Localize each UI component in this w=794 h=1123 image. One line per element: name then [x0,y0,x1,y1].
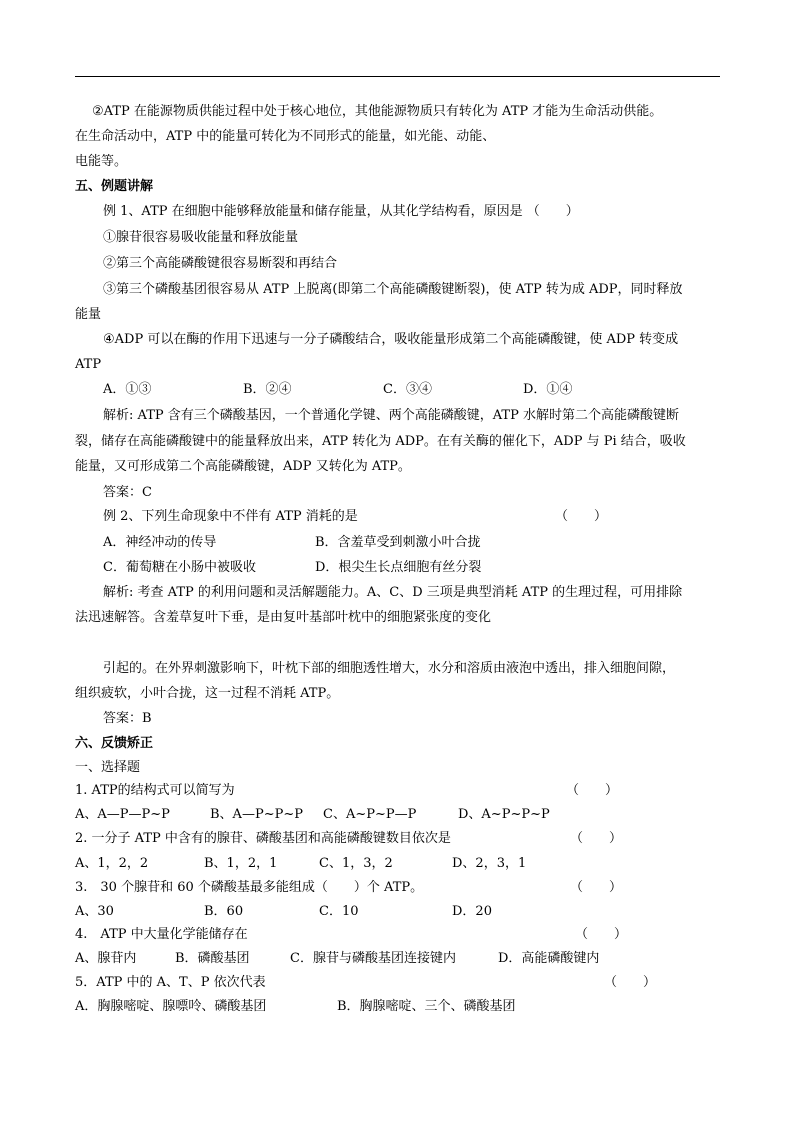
option: D．20 [452,904,492,919]
answer-blank: （ ） [604,975,657,990]
option: A．①③ [103,382,152,397]
question: 1. ATP的结构式可以简写为 [75,783,235,798]
option: B．60 [204,904,244,919]
text-line: ATP [75,357,102,372]
subheading: 一、选择题 [75,760,141,775]
answer: 答案：C [103,485,152,500]
option: B、1，2，1 [204,856,278,871]
header-rule [75,76,720,77]
answer: 答案：B [103,711,152,726]
option: A．神经冲动的传导 [103,535,217,550]
option: C．10 [319,904,359,919]
text-line: 组织疲软，小叶合拢，这一过程不消耗 ATP。 [75,686,340,701]
text-line: 在生命活动中，ATP 中的能量可转化为不同形式的能量，如光能、动能、 [75,129,496,144]
option: B．含羞草受到刺激小叶合拢 [315,535,481,550]
option: D、A~P~P~P [458,807,550,822]
option: B．②④ [243,382,292,397]
option: A、30 [75,904,114,919]
text-line: ③第三个磷酸基团很容易从 ATP 上脱离(即第二个高能磷酸键断裂)，使 ATP 转为成 ADP，同时释放 [103,282,683,297]
option: B、A—P~P~P [210,807,303,822]
question: 5．ATP 中的 A、T、P 依次代表 [75,975,266,990]
answer-blank: （ ） [566,783,619,798]
option: C．腺苷与磷酸基团连接键内 [290,951,456,966]
question: 3. 30 个腺苷和 60 个磷酸基最多能组成（ ）个 ATP。 [75,880,424,895]
option: D．根尖生长点细胞有丝分裂 [315,560,482,575]
text-line: 能量 [75,307,102,322]
option: A、腺苷内 [75,951,137,966]
text-line: 法迅速解答。含羞草复叶下垂，是由复叶基部叶枕中的细胞紧张度的变化 [75,610,492,625]
text-line: 能量，又可形成第二个高能磷酸键，ADP 又转化为 ATP。 [75,459,411,474]
option: D、2，3，1 [452,856,527,871]
option: A．胸腺嘧啶、腺嘌呤、磷酸基团 [75,999,267,1014]
text-line: 解析: 考查 ATP 的利用问题和灵活解题能力。A、C、D 三项是典型消耗 ATP 的生理过程，可用排除 [103,585,683,600]
text-line: 解析: ATP 含有三个磷酸基因，一个普通化学键、两个高能磷酸键，ATP 水解时第二个高能磷酸键断 [103,408,679,423]
text-line: ②第三个高能磷酸键很容易断裂和再结合 [103,256,338,271]
text-line: 例 2、下列生命现象中不伴有 ATP 消耗的是 [103,509,358,524]
option: C、1，3，2 [319,856,393,871]
option: C、A~P~P—P [323,807,417,822]
section-heading: 五、例题讲解 [75,179,154,194]
option: C．葡萄糖在小肠中被吸收 [103,560,256,575]
answer-blank: （ ） [555,509,608,524]
text-line: 电能等。 [75,154,128,169]
question: 2. 一分子 ATP 中含有的腺苷、磷酸基团和高能磷酸键数目依次是 [75,831,451,846]
answer-blank: （ ） [570,880,623,895]
text-line: 引起的。在外界刺激影响下，叶枕下部的细胞透性增大，水分和溶质由液泡中透出，排入细胞间隙， [103,661,676,676]
text-line: ①腺苷很容易吸收能量和释放能量 [103,230,299,245]
option: B．胸腺嘧啶、三个、磷酸基团 [337,999,516,1014]
section-heading: 六、反馈矫正 [75,736,154,751]
option: D．①④ [523,382,573,397]
text-line: ④ADP 可以在酶的作用下迅速与一分子磷酸结合，吸收能量形成第二个高能磷酸键，使 ADP 转变成 [103,332,679,347]
answer-blank: （ ） [575,927,628,942]
question: 4. ATP 中大量化学能储存在 [75,927,248,942]
text-line: 裂，储存在高能磷酸键中的能量释放出来，ATP 转化为 ADP。在有关酶的催化下，ADP 与 Pi 结合，吸收 [75,434,686,449]
option: A、1，2，2 [75,856,149,871]
option: B．磷酸基团 [175,951,250,966]
answer-blank: （ ） [570,831,623,846]
text-line: 例 1、ATP 在细胞中能够释放能量和储存能量，从其化学结构看，原因是 （ ） [103,204,579,219]
option: C．③④ [383,382,432,397]
option: A、A—P—P~P [75,807,170,822]
option: D．高能磷酸键内 [498,951,600,966]
text-line: ②ATP 在能源物质供能过程中处于核心地位，其他能源物质只有转化为 ATP 才能为生命活动供能。 [92,104,663,119]
